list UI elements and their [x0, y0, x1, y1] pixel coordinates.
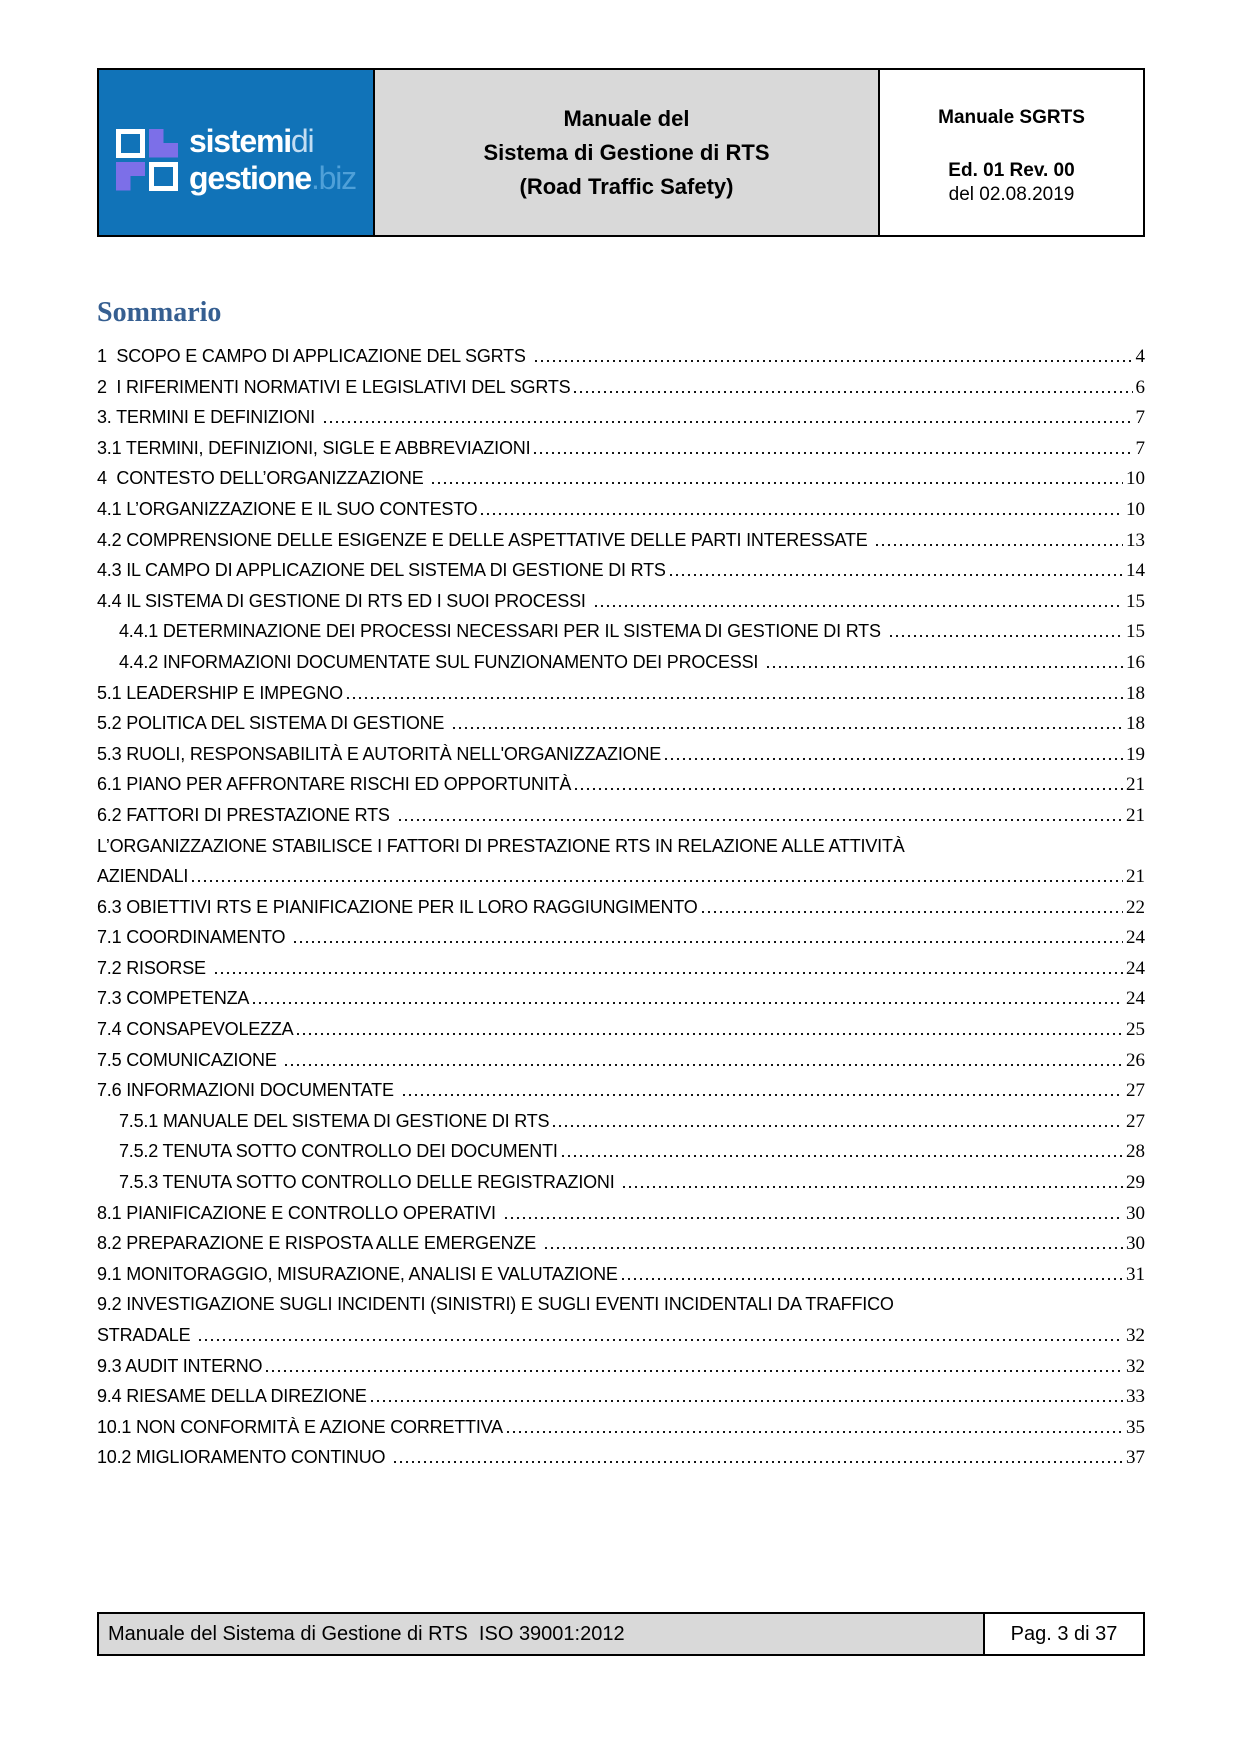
toc-entry-page: 24: [1126, 927, 1145, 949]
toc-entry-page: 13: [1126, 529, 1145, 551]
toc-entry: [97, 1381, 1145, 1412]
toc-entry-text: 7.5 COMUNICAZIONE: [97, 1049, 282, 1070]
toc-leader-dots: [562, 1155, 1123, 1157]
toc-entry: [97, 831, 1145, 892]
toc-entry-page: 33: [1126, 1386, 1145, 1408]
toc-list: [97, 341, 1145, 1473]
toc-entry: [97, 922, 1145, 953]
toc-leader-dots: [403, 1094, 1123, 1096]
toc-entry-page: 21: [1126, 804, 1145, 826]
toc-entry-text: 3.1 TERMINI, DEFINIZIONI, SIGLE E ABBREVIAZIONI: [97, 437, 531, 458]
toc-entry-page: 7: [1135, 407, 1145, 429]
toc-leader-dots: [553, 1125, 1123, 1127]
toc-leader-dots: [453, 727, 1123, 729]
toc-entry: [97, 1198, 1145, 1229]
toc-entry: [97, 1106, 1145, 1137]
toc-leader-dots: [266, 1370, 1123, 1372]
toc-entry: [97, 1442, 1145, 1473]
toc-entry-text: 4.4.2 INFORMAZIONI DOCUMENTATE SUL FUNZIONAMENTO DEI PROCESSI: [119, 651, 764, 672]
toc-entry-page: 22: [1126, 896, 1145, 918]
toc-leader-dots: [199, 1339, 1123, 1341]
logo-line1: [189, 123, 356, 160]
toc-leader-dots: [622, 1278, 1123, 1280]
toc-entry-page: 32: [1126, 1355, 1145, 1377]
toc-leader-dots: [670, 574, 1123, 576]
toc-entry-page: 15: [1126, 590, 1145, 612]
toc-entry: [97, 1259, 1145, 1290]
toc-entry-page: 18: [1126, 682, 1145, 704]
toc-entry: [97, 494, 1145, 525]
toc-entry-page: 10: [1126, 498, 1145, 520]
logo-sistemi: sistemi: [189, 122, 291, 159]
toc-entry-text: 9.3 AUDIT INTERNO: [97, 1355, 263, 1376]
toc-entry: [97, 616, 1145, 647]
toc-entry-text: 4.2 COMPRENSIONE DELLE ESIGENZE E DELLE ASPETTATIVE DELLE PARTI INTERESSATE: [97, 529, 873, 550]
toc-entry: [97, 1045, 1145, 1076]
toc-leader-dots: [507, 1431, 1123, 1433]
toc-entry-page: 25: [1126, 1019, 1145, 1041]
toc-entry-page: 16: [1126, 651, 1145, 673]
toc-entry-text: 1 SCOPO E CAMPO DI APPLICAZIONE DEL SGRTS: [97, 346, 531, 366]
toc-heading: Sommario: [97, 297, 222, 328]
toc-entry-text: 7.4 CONSAPEVOLEZZA: [97, 1019, 294, 1040]
toc-leader-dots: [399, 819, 1123, 821]
toc-entry: [97, 1136, 1145, 1167]
toc-entry-text: 10.2 MIGLIORAMENTO CONTINUO: [97, 1447, 391, 1468]
toc-leader-dots: [253, 1002, 1123, 1004]
toc-leader-dots: [371, 1400, 1123, 1402]
toc-leader-dots: [545, 1247, 1123, 1249]
toc-leader-dots: [481, 513, 1123, 515]
toc-entry-page: 24: [1126, 988, 1145, 1010]
toc-entry-page: 21: [1126, 774, 1145, 796]
toc-entry-text: 8.1 PIANIFICAZIONE E CONTROLLO OPERATIVI: [97, 1202, 501, 1223]
logo-di: di: [290, 122, 314, 159]
toc-leader-dots: [215, 972, 1123, 974]
toc-entry-text: 5.3 RUOLI, RESPONSABILITÀ E AUTORITÀ NELL'ORGANIZZAZIONE: [97, 743, 662, 764]
table-of-contents: [97, 296, 1145, 1473]
logo-square-outline-bottom-icon: [149, 162, 178, 191]
toc-entry-page: 30: [1126, 1202, 1145, 1224]
toc-entry: [97, 800, 1145, 831]
toc-entry: [97, 708, 1145, 739]
toc-leader-dots: [347, 697, 1123, 699]
toc-entry-text: 6.2 FATTORI DI PRESTAZIONE RTS: [97, 804, 395, 825]
toc-entry-text: 3. TERMINI E DEFINIZIONI: [97, 407, 320, 428]
logo-gestione: gestione: [189, 159, 311, 196]
toc-leader-dots: [876, 544, 1123, 546]
logo-square-outline-top-icon: [116, 129, 145, 158]
toc-entry-page: 35: [1126, 1416, 1145, 1438]
document-title-line2: Sistema di Gestione di RTS: [483, 139, 770, 165]
toc-leader-dots: [297, 1033, 1123, 1035]
toc-leader-dots: [575, 788, 1123, 790]
sistemi-di-gestione-logo-icon: [116, 129, 178, 191]
toc-entry-page: 10: [1126, 468, 1145, 490]
toc-entry-page: 14: [1126, 560, 1145, 582]
toc-entry: [97, 586, 1145, 617]
toc-entry: [97, 525, 1145, 556]
toc-leader-dots: [432, 482, 1123, 484]
toc-entry-text: 4.4.1 DETERMINAZIONE DEI PROCESSI NECESSARI PER IL SISTEMA DI GESTIONE DI RTS: [119, 621, 886, 642]
toc-entry: [97, 953, 1145, 984]
toc-entry: [97, 433, 1145, 464]
toc-entry-text: 6.1 PIANO PER AFFRONTARE RISCHI ED OPPORTUNITÀ: [97, 774, 572, 795]
toc-entry: [97, 678, 1145, 709]
footer-page-number: Pag. 3 di 37: [985, 1614, 1143, 1654]
toc-entry-text: 6.3 OBIETTIVI RTS E PIANIFICAZIONE PER IL LORO RAGGIUNGIMENTO: [97, 896, 698, 917]
toc-entry-text: 7.1 COORDINAMENTO: [97, 927, 291, 948]
document-footer-table: [97, 1612, 1145, 1656]
toc-entry: [97, 769, 1145, 800]
toc-entry-text: 2 I RIFERIMENTI NORMATIVI E LEGISLATIVI DEL SGRTS: [97, 376, 571, 397]
toc-entry: [97, 372, 1145, 403]
document-header-table: [97, 68, 1145, 237]
toc-leader-dots: [285, 1064, 1123, 1066]
toc-entry: [97, 555, 1145, 586]
toc-entry: [97, 647, 1145, 678]
toc-entry: [97, 463, 1145, 494]
toc-entry-page: 32: [1126, 1325, 1145, 1346]
toc-entry-page: 27: [1126, 1110, 1145, 1132]
toc-entry-page: 28: [1126, 1141, 1145, 1163]
toc-entry: [97, 1167, 1145, 1198]
toc-entry: [97, 1412, 1145, 1443]
toc-entry-text: STRADALE: [97, 1325, 196, 1345]
toc-entry-text: 4 CONTESTO DELL’ORGANIZZAZIONE: [97, 468, 429, 489]
toc-entry-page: 7: [1135, 437, 1145, 459]
toc-leader-dots: [534, 452, 1132, 454]
toc-entry-page: 21: [1126, 866, 1145, 888]
toc-entry: [97, 739, 1145, 770]
toc-entry: [97, 983, 1145, 1014]
toc-leader-dots: [535, 360, 1133, 362]
toc-leader-dots: [294, 941, 1123, 943]
toc-entry-text: 10.1 NON CONFORMITÀ E AZIONE CORRETTIVA: [97, 1416, 503, 1437]
toc-entry: [97, 1014, 1145, 1045]
doc-code: Manuale SGRTS: [938, 107, 1085, 128]
logo-line2: [189, 160, 356, 197]
toc-entry-text: 7.3 COMPETENZA: [97, 988, 250, 1009]
document-title-line1: Manuale del: [563, 105, 690, 131]
document-title-line3: (Road Traffic Safety): [519, 173, 734, 199]
toc-entry-page: 30: [1126, 1233, 1145, 1255]
toc-entry-text: 4.1 L’ORGANIZZAZIONE E IL SUO CONTESTO: [97, 498, 478, 519]
revision-cell: [880, 70, 1143, 235]
toc-entry-text-wrapped: L’ORGANIZZAZIONE STABILISCE I FATTORI DI PRESTAZIONE RTS IN RELAZIONE ALLE ATTIVITÀ: [97, 835, 905, 856]
toc-leader-dots: [767, 666, 1123, 668]
toc-leader-dots: [665, 758, 1123, 760]
toc-entry-text: AZIENDALI: [97, 866, 189, 887]
toc-entry-text: 9.1 MONITORAGGIO, MISURAZIONE, ANALISI E VALUTAZIONE: [97, 1263, 618, 1284]
toc-entry: [97, 341, 1145, 372]
toc-entry-page: 37: [1126, 1447, 1145, 1469]
toc-entry-text: 4.3 IL CAMPO DI APPLICAZIONE DEL SISTEMA DI GESTIONE DI RTS: [97, 560, 666, 581]
toc-entry: [97, 1228, 1145, 1259]
toc-entry-page: 26: [1126, 1049, 1145, 1071]
toc-leader-dots: [394, 1461, 1123, 1463]
toc-entry-text: 8.2 PREPARAZIONE E RISPOSTA ALLE EMERGENZE: [97, 1233, 541, 1254]
toc-entry-page: 24: [1126, 957, 1145, 979]
logo-cell: [99, 70, 375, 235]
toc-leader-dots: [192, 880, 1123, 882]
footer-document-name: Manuale del Sistema di Gestione di RTS ISO 39001:2012: [99, 1614, 985, 1654]
toc-entry-page: 18: [1126, 713, 1145, 735]
edition-revision: Ed. 01 Rev. 00: [948, 160, 1075, 181]
toc-entry-text: 7.5.3 TENUTA SOTTO CONTROLLO DELLE REGISTRAZIONI: [119, 1172, 620, 1193]
toc-entry: [97, 1351, 1145, 1382]
toc-leader-dots: [890, 635, 1123, 637]
toc-entry-page: 4: [1135, 346, 1145, 367]
toc-entry-text: 9.4 RIESAME DELLA DIREZIONE: [97, 1386, 367, 1407]
toc-entry-text-wrapped: 9.2 INVESTIGAZIONE SUGLI INCIDENTI (SINISTRI) E SUGLI EVENTI INCIDENTALI DA TRAFFICO: [97, 1294, 894, 1315]
toc-entry-text: 5.1 LEADERSHIP E IMPEGNO: [97, 682, 343, 703]
toc-entry-text: 4.4 IL SISTEMA DI GESTIONE DI RTS ED I SUOI PROCESSI: [97, 590, 591, 611]
logo-purple-l-bottom-icon: [116, 162, 145, 191]
toc-entry-text: 7.6 INFORMAZIONI DOCUMENTATE: [97, 1080, 399, 1101]
toc-entry: [97, 892, 1145, 923]
toc-entry: [97, 1289, 1145, 1350]
toc-entry-page: 31: [1126, 1263, 1145, 1285]
toc-entry-text: 5.2 POLITICA DEL SISTEMA DI GESTIONE: [97, 713, 450, 734]
toc-entry-text: 7.2 RISORSE: [97, 957, 211, 978]
toc-leader-dots: [702, 911, 1123, 913]
toc-leader-dots: [623, 1186, 1123, 1188]
toc-leader-dots: [324, 421, 1133, 423]
toc-entry-page: 19: [1126, 743, 1145, 765]
logo-biz: .biz: [310, 159, 356, 196]
document-title-cell: [375, 70, 880, 235]
toc-entry-page: 27: [1126, 1080, 1145, 1102]
logo-purple-l-top-icon: [149, 129, 178, 158]
toc-leader-dots: [505, 1217, 1123, 1219]
toc-entry-page: 6: [1135, 376, 1145, 398]
toc-entry-text: 7.5.2 TENUTA SOTTO CONTROLLO DEI DOCUMENTI: [119, 1141, 558, 1162]
logo-wordmark: [189, 123, 356, 197]
toc-entry: [97, 402, 1145, 433]
toc-entry-page: 29: [1126, 1172, 1145, 1194]
toc-entry: [97, 1075, 1145, 1106]
toc-leader-dots: [595, 605, 1123, 607]
toc-entry-page: 15: [1126, 621, 1145, 643]
toc-entry-text: 7.5.1 MANUALE DEL SISTEMA DI GESTIONE DI RTS: [119, 1110, 550, 1131]
edition-date: del 02.08.2019: [948, 184, 1075, 205]
toc-leader-dots: [574, 391, 1132, 393]
